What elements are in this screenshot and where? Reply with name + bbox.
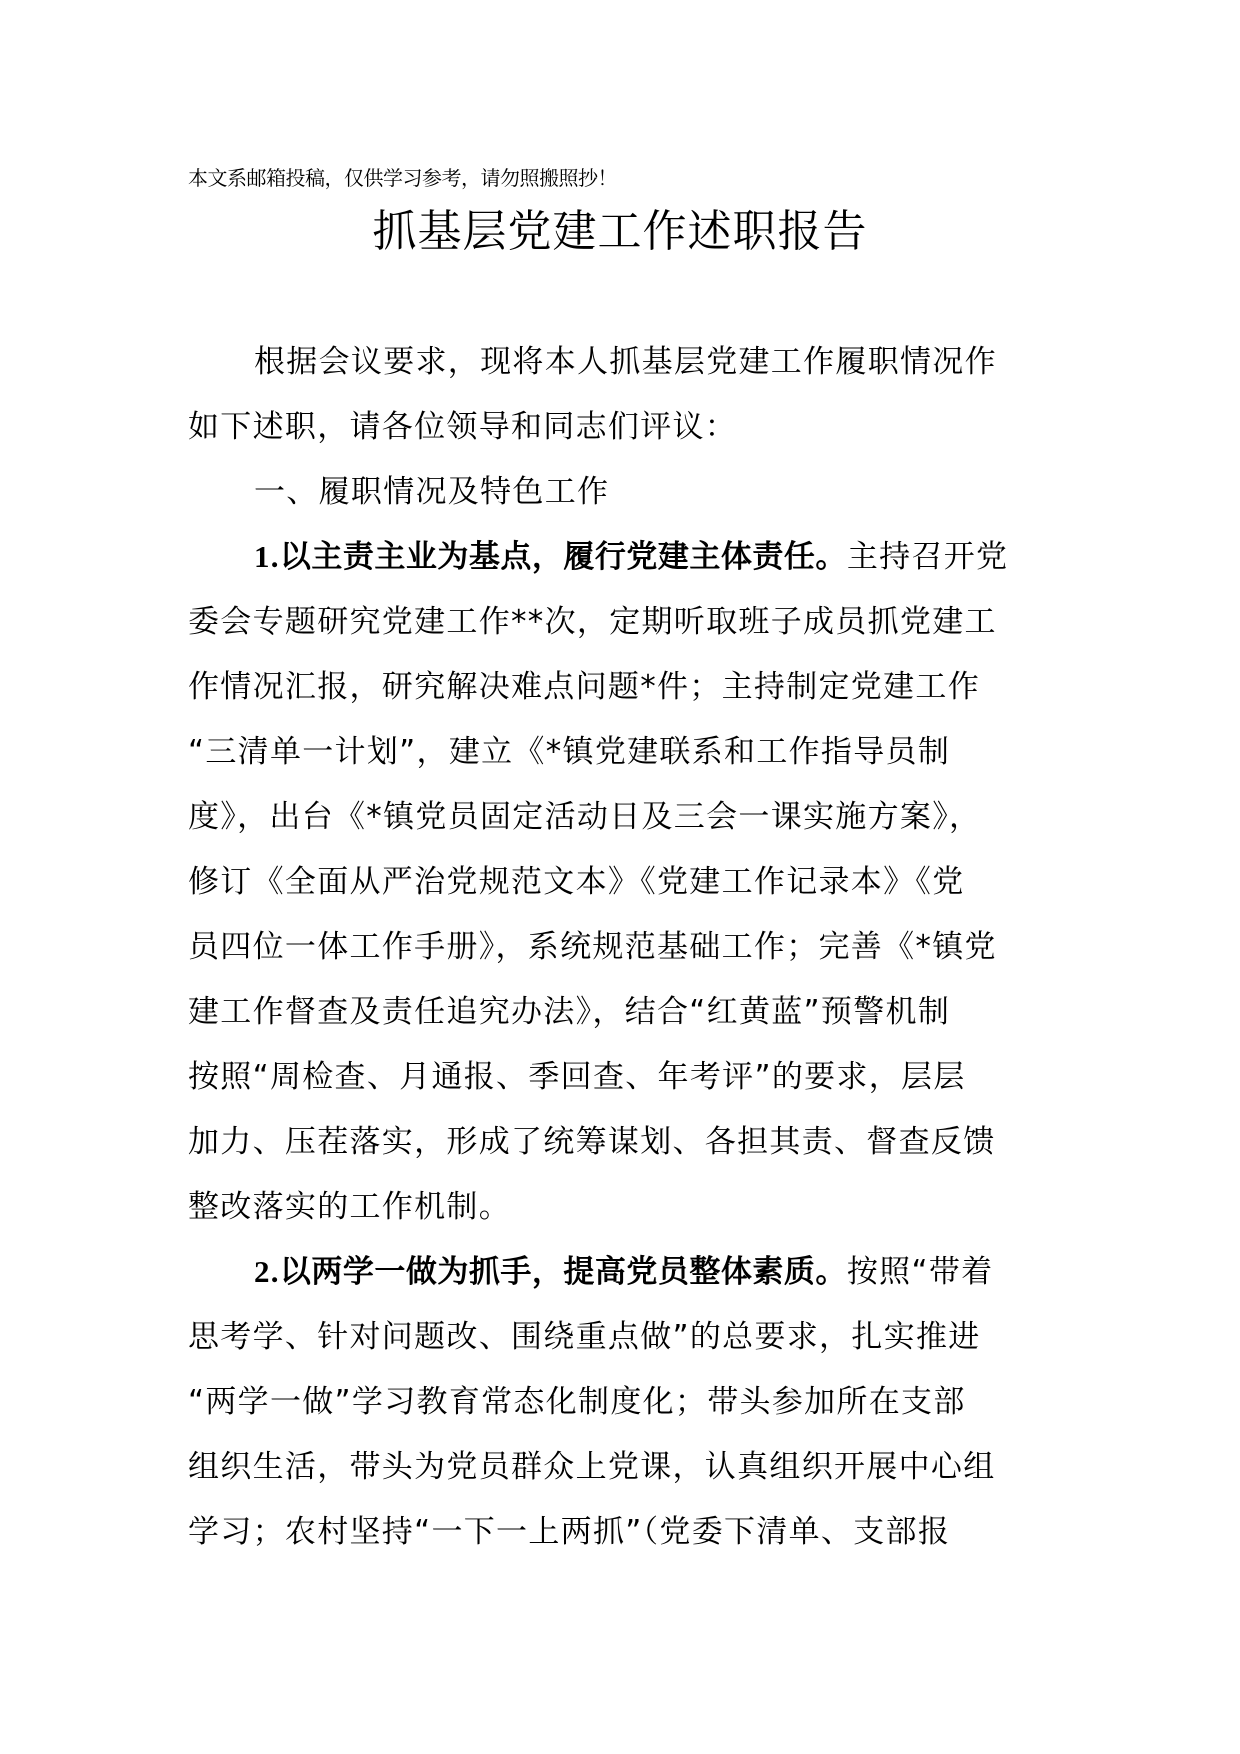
item-1-line: 作情况汇报，研究解决难点问题*件；主持制定党建工作 xyxy=(188,669,980,705)
paragraph-intro-line-2: 如下述职，请各位领导和同志们评议： xyxy=(188,409,738,445)
section-heading-1: 一、履职情况及特色工作 xyxy=(254,474,610,510)
item-2-line: 组织生活，带头为党员群众上党课，认真组织开展中心组 xyxy=(188,1449,996,1485)
item-1-bold-lead: 以主责主业为基点，履行党建主体责任。 xyxy=(279,539,847,575)
item-1-heading-line xyxy=(188,533,1058,598)
disclaimer-notice: 本文系邮箱投稿，仅供学习参考，请勿照搬照抄！ xyxy=(188,166,617,190)
document-body xyxy=(188,338,1058,1573)
item-1-line: “三清单一计划”，建立《*镇党建联系和工作指导员制 xyxy=(188,734,951,770)
item-1-line: 整改落实的工作机制。 xyxy=(188,1189,511,1225)
item-2-bold-lead: 以两学一做为抓手，提高党员整体素质。 xyxy=(279,1254,847,1290)
item-1-line: 委会专题研究党建工作**次，定期听取班子成员抓党建工 xyxy=(188,604,997,640)
document-title: 抓基层党建工作述职报告 xyxy=(372,206,868,257)
item-2-text-start: 按照“带着 xyxy=(846,1254,994,1290)
item-1-line: 度》，出台《*镇党员固定活动日及三会一课实施方案》， xyxy=(188,799,982,835)
item-1-line: 修订《全面从严治党规范文本》《党建工作记录本》《党 xyxy=(188,864,965,900)
item-1-number: 1. xyxy=(254,539,280,574)
item-1-line: 建工作督查及责任追究办法》，结合“红黄蓝”预警机制 xyxy=(188,994,951,1030)
item-2-heading-line xyxy=(188,1248,1058,1313)
item-2-line: 学习；农村坚持“一下一上两抓”（党委下清单、支部报 xyxy=(188,1514,951,1550)
item-1-line: 加力、压茬落实，形成了统筹谋划、各担其责、督查反馈 xyxy=(188,1124,996,1160)
item-1-line: 员四位一体工作手册》，系统规范基础工作；完善《*镇党 xyxy=(188,929,997,965)
paragraph-intro-line-1: 根据会议要求，现将本人抓基层党建工作履职情况作 xyxy=(254,344,997,380)
item-2-number: 2. xyxy=(254,1254,280,1289)
item-2-line: “两学一做”学习教育常态化制度化；带头参加所在支部 xyxy=(188,1384,966,1420)
item-2-line: 思考学、针对问题改、围绕重点做”的总要求，扎实推进 xyxy=(188,1319,981,1355)
item-1-line: 按照“周检查、月通报、季回查、年考评”的要求，层层 xyxy=(188,1059,966,1095)
item-1-text-start: 主持召开党 xyxy=(846,539,1009,575)
